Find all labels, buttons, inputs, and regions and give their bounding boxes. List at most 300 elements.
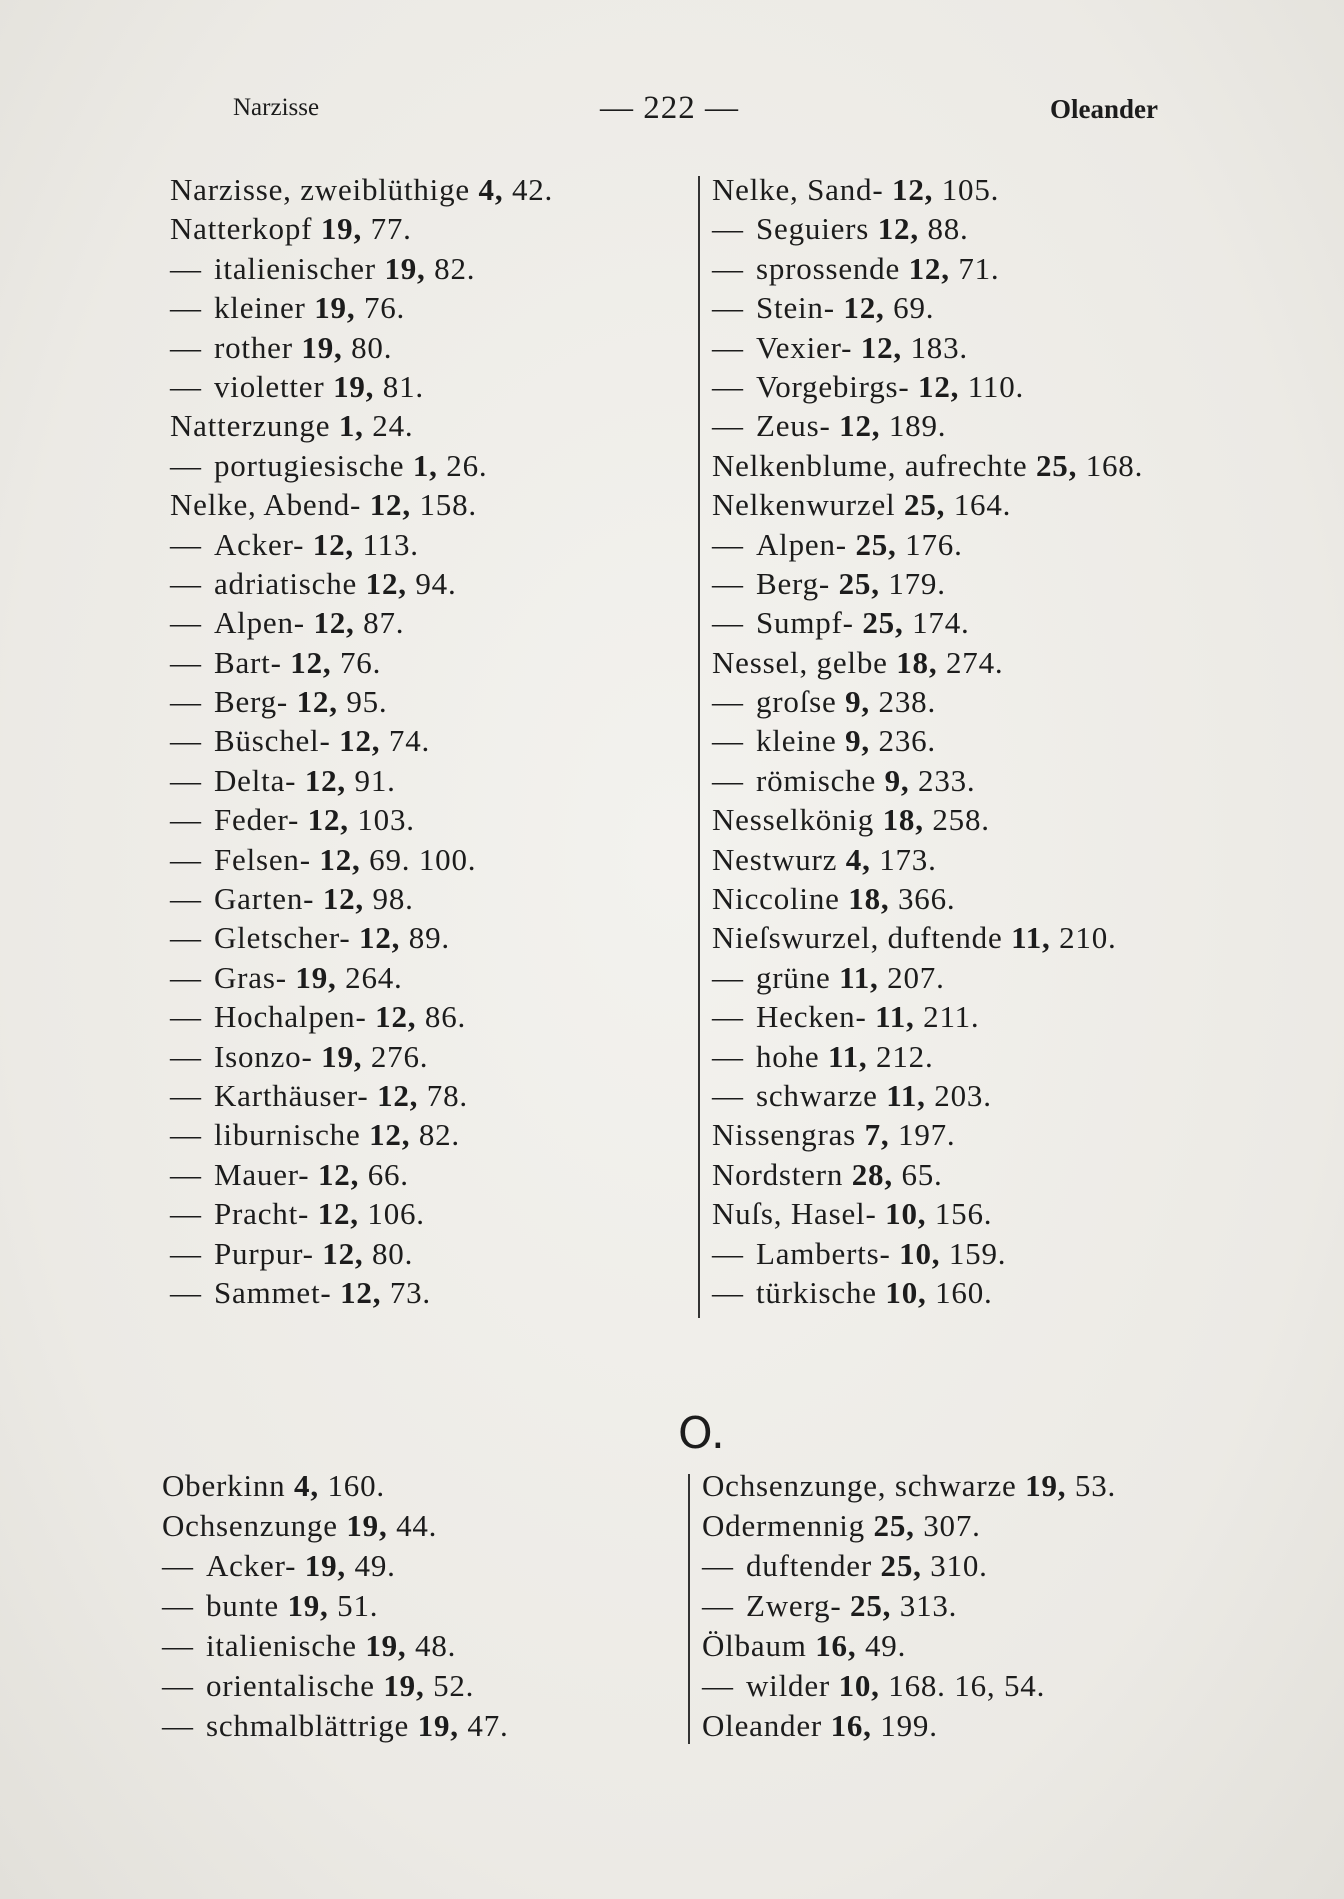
entry-page-number: 89. — [408, 920, 450, 956]
entry-plate-number: 12, — [312, 526, 354, 562]
entry-term: Nelke, Sand- — [712, 172, 884, 207]
ditto-dash: — — [170, 250, 202, 286]
entry-page-number: 164. — [953, 487, 1012, 523]
entry-plate-number: 12, — [839, 408, 881, 444]
ditto-dash: — — [170, 368, 202, 404]
index-entry — [170, 840, 553, 879]
entry-term: italienischer — [214, 250, 376, 286]
entry-page-number: 94. — [415, 565, 457, 601]
entry-term: Zwerg- — [746, 1588, 842, 1623]
column-divider — [688, 1474, 690, 1744]
entry-term: groſse — [756, 684, 837, 720]
entry-page-number: 168. — [1085, 447, 1144, 483]
entry-term: Garten- — [214, 881, 315, 917]
column-divider — [698, 176, 700, 1318]
index-entry — [712, 918, 1143, 957]
entry-page-number: 310. — [930, 1548, 988, 1583]
entry-plate-number: 12, — [375, 999, 417, 1035]
entry-term: sprossende — [756, 250, 901, 286]
entry-page-number: 160. — [935, 1274, 993, 1310]
ditto-dash: — — [712, 684, 744, 720]
ditto-dash: — — [170, 605, 202, 641]
index-entry — [170, 800, 553, 839]
entry-page-number: 176. — [905, 526, 963, 562]
entry-plate-number: 9, — [845, 723, 870, 759]
ditto-dash: — — [170, 526, 202, 562]
index-entry — [170, 721, 553, 760]
entry-page-number: 173. — [879, 841, 937, 877]
entry-term: kleiner — [214, 290, 306, 326]
index-entry — [712, 209, 1143, 248]
ditto-dash: — — [712, 762, 744, 798]
entry-term: Acker- — [214, 526, 305, 562]
index-entry — [712, 525, 1143, 564]
entry-plate-number: 12, — [365, 565, 407, 601]
entry-term: Odermennig — [702, 1508, 865, 1543]
entry-term: Oleander — [702, 1708, 823, 1743]
entry-term: Nessel, gelbe — [712, 644, 888, 680]
entry-page-number: 71. — [958, 250, 1000, 286]
entry-term: Nieſswurzel, duftende — [712, 920, 1003, 956]
entry-term: Pracht- — [214, 1196, 310, 1232]
index-entry — [712, 840, 1143, 879]
entry-term: bunte — [206, 1588, 279, 1623]
index-entry — [712, 249, 1143, 288]
index-entry — [170, 1076, 553, 1115]
entry-plate-number: 19, — [295, 959, 337, 995]
entry-term: römische — [756, 762, 877, 798]
index-entry — [712, 406, 1143, 445]
entry-plate-number: 25, — [1035, 447, 1078, 483]
entry-term: Purpur- — [214, 1235, 314, 1271]
entry-term: Sumpf- — [756, 605, 854, 641]
entry-term: türkische — [756, 1274, 877, 1310]
index-entry — [712, 958, 1143, 997]
entry-page-number: 81. — [382, 368, 424, 404]
entry-page-number: 236. — [878, 723, 936, 759]
entry-plate-number: 11, — [1011, 920, 1051, 956]
entry-term: Lamberts- — [756, 1235, 891, 1271]
index-entry — [170, 564, 553, 603]
index-entry — [170, 328, 553, 367]
entry-plate-number: 28, — [851, 1156, 893, 1192]
index-entry — [170, 1234, 553, 1273]
entry-plate-number: 12, — [322, 1235, 364, 1271]
index-entry — [162, 1666, 509, 1706]
entry-term: schwarze — [756, 1077, 878, 1113]
entry-page-number: 110. — [967, 368, 1025, 404]
entry-plate-number: 11, — [875, 999, 915, 1035]
ditto-dash: — — [712, 1274, 744, 1310]
entry-term: Berg- — [214, 684, 289, 720]
index-entry — [170, 643, 553, 682]
entry-term: italienische — [206, 1628, 357, 1663]
entry-plate-number: 11, — [828, 1038, 868, 1074]
entry-term: Natterkopf — [170, 211, 313, 247]
entry-term: Nelkenwurzel — [712, 487, 896, 523]
entry-term: Feder- — [214, 802, 300, 838]
ditto-dash: — — [170, 565, 202, 601]
index-entry — [712, 485, 1143, 524]
entry-term: Nordstern — [712, 1156, 844, 1192]
index-entry — [712, 1037, 1143, 1076]
entry-page-number: 87. — [363, 605, 405, 641]
index-entry — [170, 249, 553, 288]
entry-plate-number: 12, — [369, 1117, 411, 1153]
index-entry — [170, 958, 553, 997]
entry-page-number: 199. — [880, 1708, 938, 1743]
ditto-dash: — — [702, 1588, 734, 1623]
ditto-dash: — — [712, 1077, 744, 1113]
entry-term: Nelkenblume, aufrechte — [712, 447, 1028, 483]
ditto-dash: — — [712, 959, 744, 995]
entry-term: grüne — [756, 959, 831, 995]
entry-plate-number: 19, — [320, 211, 362, 247]
entry-term: Hochalpen- — [214, 999, 367, 1035]
entry-plate-number: 12, — [377, 1077, 419, 1113]
index-entry — [170, 367, 553, 406]
entry-term: Hecken- — [756, 999, 867, 1035]
entry-term: Bart- — [214, 644, 282, 680]
entry-plate-number: 12, — [843, 290, 885, 326]
entry-plate-number: 9, — [845, 684, 870, 720]
entry-plate-number: 12, — [908, 250, 950, 286]
ditto-dash: — — [702, 1668, 734, 1703]
entry-page-number: 24. — [372, 408, 414, 444]
entry-term: Nissengras — [712, 1117, 857, 1153]
index-entry — [170, 879, 553, 918]
ditto-dash: — — [170, 329, 202, 365]
entry-page-number: 276. — [370, 1038, 429, 1074]
entry-plate-number: 12, — [918, 368, 960, 404]
entry-plate-number: 4, — [845, 841, 871, 877]
index-entry — [162, 1546, 509, 1586]
entry-term: Büschel- — [214, 723, 331, 759]
index-entry — [170, 406, 553, 445]
index-entry — [712, 721, 1143, 760]
entry-plate-number: 11, — [839, 959, 879, 995]
entry-plate-number: 19, — [304, 1548, 346, 1583]
ditto-dash: — — [170, 1274, 202, 1310]
entry-page-number: 78. — [426, 1077, 468, 1113]
entry-term: Karthäuser- — [214, 1077, 369, 1113]
entry-plate-number: 12, — [892, 172, 934, 207]
entry-page-number: 168. 16, 54. — [888, 1668, 1046, 1703]
entry-page-number: 47. — [467, 1708, 509, 1743]
entry-page-number: 48. — [415, 1628, 457, 1663]
entry-page-number: 73. — [389, 1274, 431, 1310]
entry-term: violetter — [214, 368, 325, 404]
ditto-dash: — — [170, 1077, 202, 1113]
entry-plate-number: 12, — [304, 762, 346, 798]
entry-page-number: 258. — [932, 802, 990, 838]
entry-page-number: 69. — [893, 290, 935, 326]
entry-page-number: 98. — [372, 881, 414, 917]
entry-plate-number: 11, — [886, 1077, 926, 1113]
index-entry — [170, 682, 553, 721]
ditto-dash: — — [170, 959, 202, 995]
entry-term: Ölbaum — [702, 1628, 807, 1663]
index-entry — [712, 879, 1143, 918]
entry-plate-number: 16, — [830, 1708, 872, 1743]
index-entry — [162, 1706, 509, 1746]
entry-page-number: 95. — [346, 684, 388, 720]
entry-plate-number: 25, — [880, 1548, 922, 1583]
ditto-dash: — — [170, 447, 202, 483]
entry-term: Gras- — [214, 959, 287, 995]
ditto-dash: — — [170, 684, 202, 720]
ditto-dash: — — [712, 526, 744, 562]
ditto-dash: — — [712, 250, 744, 286]
entry-term: Zeus- — [756, 408, 831, 444]
entry-page-number: 44. — [396, 1508, 438, 1543]
entry-page-number: 66. — [367, 1156, 409, 1192]
ditto-dash: — — [170, 1038, 202, 1074]
entry-term: Vorgebirgs- — [756, 368, 910, 404]
ditto-dash: — — [712, 329, 744, 365]
entry-plate-number: 12, — [307, 802, 349, 838]
entry-page-number: 179. — [888, 565, 946, 601]
entry-page-number: 156. — [934, 1196, 993, 1232]
entry-page-number: 158. — [419, 487, 477, 523]
index-entry — [170, 1037, 553, 1076]
entry-page-number: 76. — [363, 290, 406, 326]
entry-page-number: 82. — [434, 250, 476, 286]
entry-term: Alpen- — [756, 526, 847, 562]
entry-term: wilder — [746, 1668, 830, 1703]
ditto-dash: — — [712, 605, 744, 641]
index-entry — [712, 997, 1143, 1036]
entry-term: orientalische — [206, 1668, 375, 1703]
entry-page-number: 88. — [927, 211, 969, 247]
entry-plate-number: 25, — [904, 487, 946, 523]
entry-page-number: 105. — [941, 172, 1000, 207]
entry-term: hohe — [756, 1038, 820, 1074]
entry-page-number: 307. — [923, 1508, 981, 1543]
entry-plate-number: 12, — [340, 1274, 382, 1310]
entry-plate-number: 10, — [899, 1235, 941, 1271]
ditto-dash: — — [162, 1548, 194, 1583]
entry-plate-number: 19, — [301, 329, 343, 365]
index-entry — [712, 170, 1143, 209]
entry-page-number: 274. — [945, 644, 1004, 680]
entry-plate-number: 4, — [478, 172, 504, 207]
index-entry — [170, 997, 553, 1036]
ditto-dash: — — [712, 723, 744, 759]
entry-plate-number: 1, — [412, 447, 438, 483]
entry-page-number: 86. — [424, 999, 467, 1035]
index-entry — [712, 761, 1143, 800]
entry-plate-number: 9, — [884, 762, 910, 798]
ditto-dash: — — [170, 723, 202, 759]
entry-term: Nelke, Abend- — [170, 487, 362, 523]
entry-term: Berg- — [756, 565, 831, 601]
entry-term: Vexier- — [756, 329, 853, 365]
entry-plate-number: 19, — [287, 1588, 329, 1623]
ditto-dash: — — [170, 1156, 202, 1192]
entry-term: liburnische — [214, 1117, 361, 1153]
ditto-dash: — — [162, 1668, 194, 1703]
header-right-term: Oleander — [1050, 94, 1158, 124]
entry-term: portugiesische — [214, 447, 405, 483]
index-entry — [162, 1506, 509, 1546]
index-entry — [170, 446, 553, 485]
entry-plate-number: 25, — [873, 1508, 915, 1543]
ditto-dash: — — [712, 999, 744, 1035]
entry-term: Stein- — [756, 290, 835, 326]
entry-plate-number: 12, — [322, 881, 364, 917]
entry-plate-number: 12, — [860, 329, 902, 365]
entry-term: Seguiers — [756, 211, 870, 247]
entry-page-number: 197. — [898, 1117, 956, 1153]
page-number: — 222 — — [600, 90, 739, 126]
index-entry — [712, 1234, 1143, 1273]
entry-term: adriatische — [214, 565, 358, 601]
ditto-dash: — — [712, 290, 744, 326]
entry-page-number: 52. — [433, 1668, 475, 1703]
entry-plate-number: 18, — [882, 802, 924, 838]
entry-plate-number: 19, — [383, 1668, 425, 1703]
index-entry — [170, 761, 553, 800]
index-entry — [702, 1706, 1116, 1746]
index-entry — [712, 367, 1143, 406]
entry-plate-number: 12, — [296, 684, 338, 720]
ditto-dash: — — [170, 644, 202, 680]
entry-plate-number: 19, — [417, 1708, 459, 1743]
entry-plate-number: 19, — [314, 290, 356, 326]
index-column-4 — [702, 1466, 1116, 1746]
entry-term: schmalblättrige — [206, 1708, 410, 1743]
index-entry — [712, 682, 1143, 721]
entry-page-number: 106. — [367, 1196, 425, 1232]
entry-plate-number: 12, — [369, 487, 411, 523]
entry-plate-number: 12, — [339, 723, 381, 759]
index-entry — [712, 564, 1143, 603]
entry-term: Niccoline — [712, 881, 840, 917]
entry-term: Oberkinn — [162, 1468, 286, 1503]
ditto-dash: — — [162, 1588, 194, 1623]
entry-page-number: 238. — [878, 684, 936, 720]
entry-term: Delta- — [214, 762, 297, 798]
entry-plate-number: 19, — [1025, 1468, 1067, 1503]
index-entry — [170, 1155, 553, 1194]
index-entry — [170, 170, 553, 209]
index-entry — [712, 288, 1143, 327]
index-entry — [712, 1273, 1143, 1312]
entry-page-number: 51. — [337, 1588, 379, 1623]
entry-page-number: 183. — [910, 329, 968, 365]
ditto-dash: — — [170, 841, 202, 877]
ditto-dash: — — [170, 1196, 202, 1232]
index-entry — [170, 209, 553, 248]
index-entry — [712, 603, 1143, 642]
ditto-dash: — — [170, 802, 202, 838]
entry-page-number: 69. 100. — [369, 841, 477, 877]
entry-page-number: 203. — [934, 1077, 992, 1113]
entry-page-number: 189. — [888, 408, 947, 444]
index-entry — [712, 800, 1143, 839]
ditto-dash: — — [712, 1235, 744, 1271]
entry-plate-number: 25, — [838, 565, 880, 601]
ditto-dash: — — [170, 881, 202, 917]
entry-plate-number: 10, — [838, 1668, 880, 1703]
ditto-dash: — — [712, 565, 744, 601]
entry-page-number: 103. — [357, 802, 415, 838]
entry-page-number: 74. — [388, 723, 431, 759]
index-entry — [162, 1586, 509, 1626]
entry-plate-number: 18, — [896, 644, 938, 680]
entry-plate-number: 18, — [848, 881, 890, 917]
entry-term: Nestwurz — [712, 841, 838, 877]
entry-plate-number: 12, — [359, 920, 401, 956]
entry-plate-number: 12, — [317, 1196, 359, 1232]
entry-plate-number: 4, — [294, 1468, 319, 1503]
entry-plate-number: 19, — [384, 250, 426, 286]
entry-page-number: 49. — [864, 1628, 907, 1663]
entry-term: duftender — [746, 1548, 872, 1583]
index-entry — [702, 1626, 1116, 1666]
index-entry — [170, 1273, 553, 1312]
entry-plate-number: 1, — [338, 408, 364, 444]
entry-page-number: 159. — [948, 1235, 1007, 1271]
index-entry — [170, 918, 553, 957]
ditto-dash: — — [170, 999, 202, 1035]
entry-page-number: 91. — [354, 762, 396, 798]
index-entry — [170, 485, 553, 524]
entry-page-number: 76. — [339, 644, 382, 680]
entry-page-number: 42. — [511, 172, 554, 207]
entry-page-number: 160. — [327, 1468, 385, 1503]
index-entry — [712, 1115, 1143, 1154]
index-entry — [702, 1546, 1116, 1586]
entry-page-number: 210. — [1059, 920, 1117, 956]
entry-page-number: 211. — [923, 999, 980, 1035]
entry-term: Isonzo- — [214, 1038, 313, 1074]
entry-term: Sammet- — [214, 1274, 332, 1310]
index-entry — [170, 525, 553, 564]
entry-page-number: 207. — [887, 959, 945, 995]
entry-term: Gletscher- — [214, 920, 351, 956]
index-entry — [712, 1076, 1143, 1115]
index-entry — [712, 1155, 1143, 1194]
entry-page-number: 233. — [918, 762, 976, 798]
ditto-dash: — — [162, 1708, 194, 1743]
entry-page-number: 80. — [351, 329, 393, 365]
ditto-dash: — — [712, 1038, 744, 1074]
entry-plate-number: 19, — [346, 1508, 388, 1543]
index-entry — [712, 446, 1143, 485]
entry-plate-number: 12, — [319, 841, 361, 877]
section-letter: O. — [678, 1408, 725, 1459]
entry-page-number: 212. — [876, 1038, 934, 1074]
entry-term: Felsen- — [214, 841, 311, 877]
entry-term: Ochsenzunge — [162, 1508, 338, 1543]
entry-plate-number: 12, — [313, 605, 355, 641]
entry-term: Acker- — [206, 1548, 297, 1583]
entry-page-number: 82. — [418, 1117, 460, 1153]
index-entry — [162, 1466, 509, 1506]
index-entry — [712, 1194, 1143, 1233]
index-entry — [162, 1626, 509, 1666]
ditto-dash: — — [170, 762, 202, 798]
index-entry — [170, 1194, 553, 1233]
ditto-dash: — — [702, 1548, 734, 1583]
entry-page-number: 313. — [899, 1588, 958, 1623]
entry-plate-number: 19, — [321, 1038, 363, 1074]
index-entry — [712, 643, 1143, 682]
ditto-dash: — — [170, 1235, 202, 1271]
entry-page-number: 174. — [912, 605, 970, 641]
